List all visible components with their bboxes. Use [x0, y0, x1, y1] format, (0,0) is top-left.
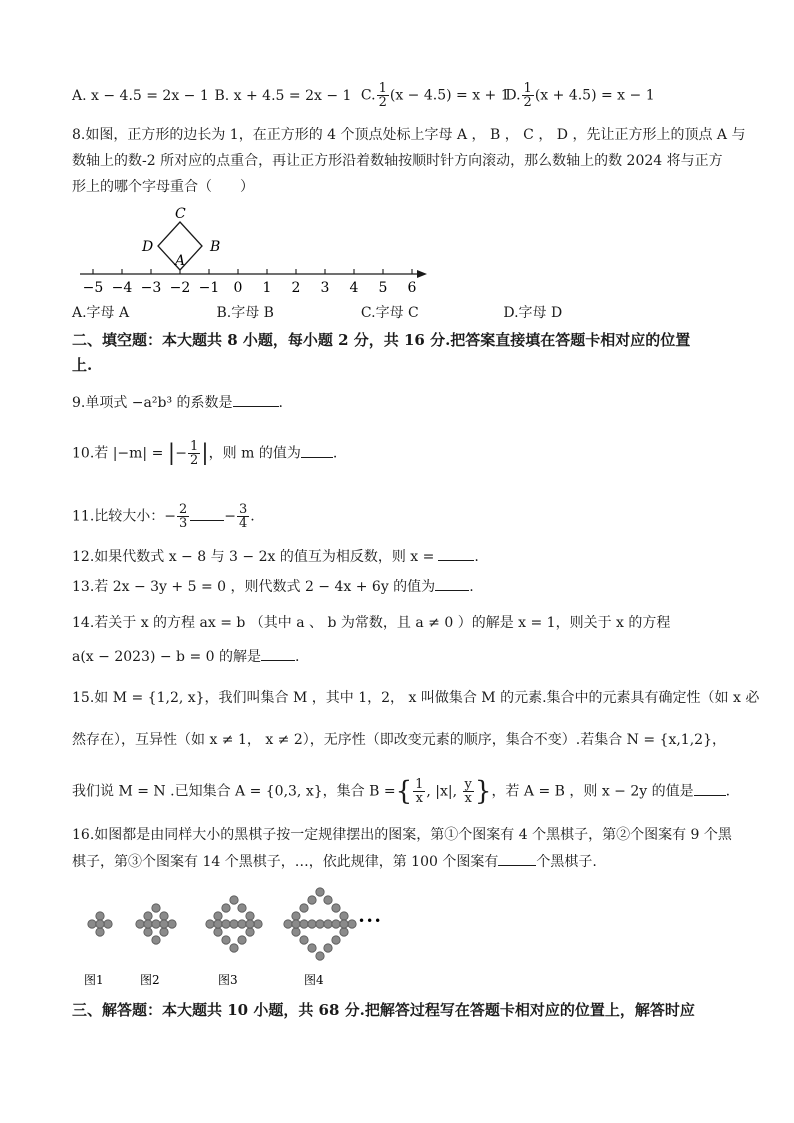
q15-line-1: 15.如 M = {1,2, x}，我们叫集合 M ，其中 1，2， x 叫做集合 M 的元素.集合中的元素具有确定性（如 x 必: [72, 690, 760, 706]
chess-piece: [340, 912, 348, 920]
q10-post: ，则 m 的值为: [208, 445, 301, 462]
answer-blank[interactable]: [261, 660, 295, 661]
q11-pre: 11.比较大小：−: [72, 508, 176, 525]
chess-piece: [230, 896, 238, 904]
chess-piece: [160, 920, 168, 928]
chess-piece: [168, 920, 176, 928]
chess-piece: [238, 904, 246, 912]
chess-piece: [332, 936, 340, 944]
q7-option-d-rest: (x + 4.5) = x − 1: [534, 87, 655, 104]
chess-piece: [160, 912, 168, 920]
fraction: [413, 778, 425, 805]
q10-pre: 10.若 |−m| =: [72, 445, 168, 462]
fraction-numerator: 1: [189, 439, 199, 454]
fraction: [237, 503, 249, 530]
q12-text: 12.如果代数式 x − 8 与 3 − 2x 的值互为相反数，则 x =: [72, 549, 435, 565]
q8-option-b: B.字母 B: [216, 305, 274, 321]
q16-line-2: [72, 852, 597, 872]
q14-line-1: 14.若关于 x 的方程 ax = b （其中 a 、 b 为常数，且 a ≠ 0 ）的解是 x = 1，则关于 x 的方程: [72, 615, 671, 631]
chess-piece: [308, 920, 316, 928]
section-3-heading: 三、解答题：本大题共 10 小题，共 68 分.把解答过程写在答题卡相对应的位置上，解答时应: [72, 1001, 695, 1019]
chess-piece: [152, 920, 160, 928]
question-12: [72, 547, 479, 567]
chess-piece: [324, 896, 332, 904]
tick-label: 6: [407, 280, 417, 296]
number-line-arrow-icon: [417, 270, 427, 278]
chess-piece: [324, 944, 332, 952]
pattern-ellipsis: •••: [358, 914, 383, 928]
vertex-label-c: C: [175, 206, 186, 222]
chess-piece: [246, 920, 254, 928]
chess-piece: [324, 920, 332, 928]
tick-label: 3: [320, 280, 330, 296]
q15-line-3-pre: 我们说 M = N .已知集合 A = {0,3, x}，集合 B =: [72, 783, 396, 800]
q16-line-2-end: 个黑棋子.: [536, 854, 597, 870]
q7-option-a: A. x − 4.5 = 2x − 1: [72, 87, 209, 104]
fraction-numerator: 1: [415, 777, 424, 792]
brace-left: {: [395, 776, 413, 807]
abs-bar-right: |: [201, 440, 209, 466]
q14-end: .: [295, 649, 300, 665]
chess-piece: [104, 920, 112, 928]
question-10: [72, 440, 337, 467]
vertex-label-d: D: [142, 239, 154, 255]
chess-piece: [222, 920, 230, 928]
chess-piece: [308, 896, 316, 904]
tick-label: −3: [140, 280, 162, 296]
tick-label: 4: [349, 280, 359, 296]
q10-end: .: [332, 445, 338, 462]
q15-line-3: [72, 778, 730, 805]
answer-blank[interactable]: [233, 406, 279, 407]
chess-piece: [316, 952, 324, 960]
q15-set-b-mid: , |x|,: [426, 783, 462, 800]
tick-label: 2: [291, 280, 301, 296]
fraction: [463, 778, 474, 805]
question-13: [72, 577, 474, 597]
q12-end: .: [474, 549, 479, 565]
chess-piece: [292, 928, 300, 936]
tick-label: 1: [262, 280, 272, 296]
chess-piece: [238, 920, 246, 928]
chess-piece: [254, 920, 262, 928]
q11-mid: −: [224, 508, 237, 525]
fraction-numerator: 1: [378, 81, 387, 96]
q9-text: 9.单项式 −a²b³ 的系数是: [72, 395, 233, 411]
q14-line-2: [72, 647, 299, 667]
chess-piece: [300, 936, 308, 944]
chess-piece: [348, 920, 356, 928]
q16-line-2-text: 棋子，第③个图案有 14 个黑棋子，…，依此规律，第 100 个图案有: [72, 854, 499, 870]
q7-option-d-prefix: D.: [505, 87, 521, 104]
chess-piece: [332, 904, 340, 912]
q15-line-2: 然存在），互异性（如 x ≠ 1， x ≠ 2），无序性（即改变元素的顺序，集合不变）.若集合 N = {x,1,2}，: [72, 732, 726, 748]
q8-line-3: 形上的哪个字母重合（ ）: [72, 179, 254, 195]
fraction: [522, 82, 534, 109]
q15-line-3-post: ，若 A = B ，则 x − 2y 的值是: [491, 783, 694, 800]
tick-label: 5: [378, 280, 388, 296]
answer-blank[interactable]: [190, 520, 224, 521]
answer-blank[interactable]: [694, 795, 726, 796]
fraction-numerator: 2: [179, 502, 188, 517]
q7-option-b: B. x + 4.5 = 2x − 1: [214, 87, 352, 104]
fraction-denominator: 2: [378, 95, 387, 110]
q11-end: .: [250, 508, 255, 525]
q16-pattern-figure: [72, 872, 402, 997]
q7-option-c-rest: (x − 4.5) = x + 1: [389, 87, 510, 104]
tick-label: −5: [82, 280, 104, 296]
chess-piece: [300, 920, 308, 928]
fraction-denominator: 2: [523, 95, 532, 110]
q13-end: .: [469, 579, 474, 595]
section-2-heading-line-2: 上.: [72, 356, 93, 374]
chess-piece: [214, 920, 222, 928]
q15-end: .: [725, 783, 731, 800]
q10-inner-sign: −: [175, 445, 187, 462]
q8-line-1: 8.如图，正方形的边长为 1，在正方形的 4 个顶点处标上字母 A ， B ， C ， D ，先让正方形上的顶点 A 与: [72, 127, 746, 143]
fraction-denominator: x: [415, 791, 423, 806]
chess-piece: [152, 936, 160, 944]
question-11: [72, 503, 255, 530]
vertex-label-b: B: [210, 239, 221, 255]
answer-blank[interactable]: [498, 865, 536, 866]
fraction-denominator: x: [464, 791, 472, 806]
tick-label: −1: [198, 280, 220, 296]
chess-piece: [136, 920, 144, 928]
figure-label-2: 图2: [140, 973, 160, 987]
fraction-denominator: 3: [179, 516, 188, 531]
chess-piece: [316, 920, 324, 928]
fraction-denominator: 4: [239, 516, 248, 531]
vertex-label-a: A: [175, 253, 186, 269]
answer-blank[interactable]: [438, 560, 474, 561]
q7-option-c: [360, 81, 510, 110]
chess-piece: [222, 936, 230, 944]
chess-piece: [308, 944, 316, 952]
fraction-numerator: 1: [523, 81, 532, 96]
tick-label: 0: [233, 280, 243, 296]
chess-piece: [222, 904, 230, 912]
q8-option-a: A.字母 A: [72, 305, 130, 321]
chess-piece: [292, 920, 300, 928]
chess-piece: [96, 928, 104, 936]
chess-piece: [230, 920, 238, 928]
question-9: [72, 393, 283, 413]
chess-piece: [340, 928, 348, 936]
chess-piece: [96, 920, 104, 928]
abs-bar-left: |: [167, 440, 176, 466]
chess-piece: [88, 920, 96, 928]
chess-piece: [206, 920, 214, 928]
q8-options: [72, 303, 562, 323]
chess-piece: [144, 928, 152, 936]
q8-number-line-figure: [72, 200, 442, 300]
fraction: [188, 440, 200, 467]
figure-label-1: 图1: [84, 973, 104, 987]
q8-option-c: C.字母 C: [360, 305, 419, 321]
chess-piece: [152, 904, 160, 912]
q8-line-2: 数轴上的数-2 所对应的点重合，再让正方形沿着数轴按顺时针方向滚动，那么数轴上的数 2024 将与正方: [72, 153, 723, 169]
chess-piece: [160, 928, 168, 936]
fraction: [177, 503, 189, 530]
q7-option-d: [505, 82, 654, 109]
chess-piece: [246, 928, 254, 936]
brace-right: }: [474, 776, 492, 807]
chess-piece: [96, 912, 104, 920]
chess-piece: [214, 912, 222, 920]
fraction-numerator: y: [464, 777, 472, 792]
chess-piece: [144, 912, 152, 920]
tick-label: −4: [111, 280, 133, 296]
chess-piece: [230, 944, 238, 952]
chess-piece: [332, 920, 340, 928]
fraction-numerator: 3: [239, 502, 248, 517]
chess-piece: [340, 920, 348, 928]
q8-option-d: D.字母 D: [503, 305, 563, 321]
chess-piece: [300, 904, 308, 912]
chess-piece: [144, 920, 152, 928]
q7-option-c-prefix: C.: [360, 87, 376, 104]
fraction: [377, 82, 389, 109]
chess-piece: [238, 936, 246, 944]
chess-piece: [284, 920, 292, 928]
answer-blank[interactable]: [301, 457, 333, 458]
figure-label-4: 图4: [304, 973, 324, 987]
q16-line-1: 16.如图都是由同样大小的黑棋子按一定规律摆出的图案，第①个图案有 4 个黑棋子，第②个图案有 9 个黑: [72, 827, 732, 843]
figure-label-3: 图3: [218, 973, 238, 987]
chess-piece: [214, 928, 222, 936]
chess-piece: [316, 888, 324, 896]
section-2-heading-line-1: 二、填空题：本大题共 8 小题，每小题 2 分，共 16 分.把答案直接填在答题卡相对应的位置: [72, 331, 691, 349]
chess-piece: [292, 912, 300, 920]
chess-piece: [246, 912, 254, 920]
fraction-denominator: 2: [189, 453, 199, 468]
q14-line-2-text: a(x − 2023) − b = 0 的解是: [72, 649, 262, 665]
q13-text: 13.若 2x − 3y + 5 = 0 ，则代数式 2 − 4x + 6y 的值为: [72, 579, 436, 595]
answer-blank[interactable]: [435, 590, 469, 591]
q7-options: [72, 82, 655, 109]
q9-end: .: [278, 395, 283, 411]
tick-label: −2: [169, 280, 191, 296]
